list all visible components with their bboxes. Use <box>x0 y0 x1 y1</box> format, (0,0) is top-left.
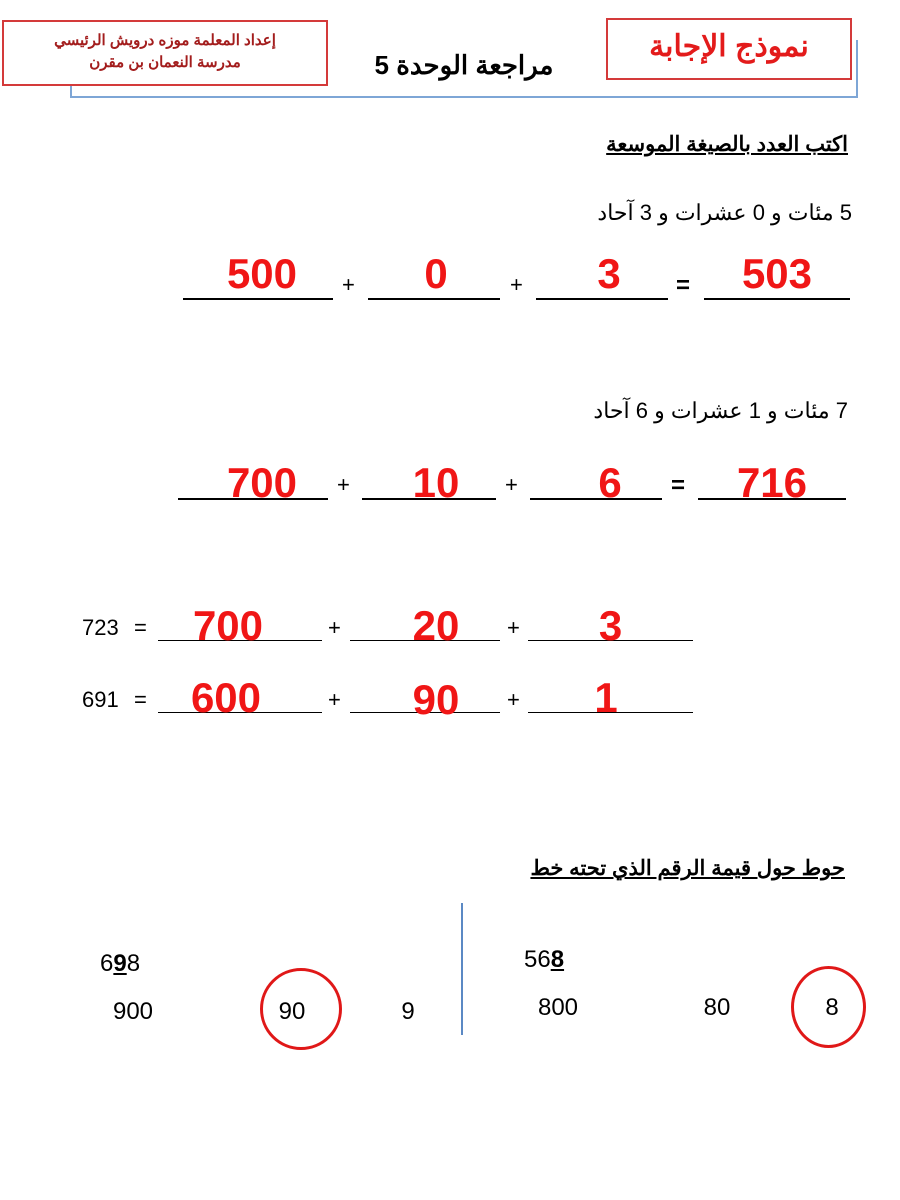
page-title: مراجعة الوحدة 5 <box>374 50 554 80</box>
number-with-underlined-digit: 568 <box>524 946 565 973</box>
underlined-digit: 8 <box>550 946 565 973</box>
underlined-digit: 9 <box>113 950 127 977</box>
school-name: مدرسة النعمان بن مقرن <box>89 54 241 71</box>
plus-sign: + <box>505 472 518 497</box>
answer-hundreds: 500 <box>226 250 298 297</box>
problem1-prompt: 5 مئات و 0 عشرات و 3 آحاد <box>597 200 852 225</box>
plus-sign: + <box>507 615 520 640</box>
option-value[interactable]: 800 <box>537 994 579 1021</box>
plus-sign: + <box>510 272 523 297</box>
problem4-number: 691 <box>82 687 119 712</box>
number-with-underlined-digit: 698 <box>100 950 141 977</box>
answer-ones: 1 <box>594 674 618 721</box>
equals-sign: = <box>671 472 686 499</box>
answer-key-label: نموذج الإجابة <box>606 18 852 80</box>
answer-ones: 3 <box>598 602 623 649</box>
teacher-name: إعداد المعلمة موزه درويش الرئيسي <box>54 32 276 49</box>
answer-total: 716 <box>736 459 808 506</box>
plus-sign: + <box>337 472 350 497</box>
answer-line <box>368 298 500 300</box>
plus-sign: + <box>507 687 520 712</box>
equals-sign: = <box>134 687 147 712</box>
equals-sign: = <box>676 272 691 299</box>
option-value[interactable]: 9 <box>401 998 415 1025</box>
plus-sign: + <box>342 272 355 297</box>
section-heading-expanded-form: اكتب العدد بالصيغة الموسعة <box>606 133 848 156</box>
answer-hundreds: 600 <box>190 674 262 721</box>
column-divider <box>461 903 463 1035</box>
section-heading-circle-value: حوط حول قيمة الرقم الذي تحته خط <box>530 857 845 880</box>
answer-tens: 90 <box>412 676 460 723</box>
answer-tens: 10 <box>412 459 460 506</box>
teacher-credit-box <box>2 20 328 86</box>
answer-line <box>536 298 668 300</box>
plus-sign: + <box>328 687 341 712</box>
plus-sign: + <box>328 615 341 640</box>
answer-hundreds: 700 <box>226 459 298 506</box>
answer-tens: 20 <box>412 602 460 649</box>
problem3-number: 723 <box>82 615 119 640</box>
option-value[interactable]: 900 <box>112 998 154 1025</box>
option-value[interactable]: 90 <box>278 998 306 1025</box>
answer-hundreds: 700 <box>192 602 264 649</box>
answer-ones: 3 <box>597 250 621 297</box>
equals-sign: = <box>134 615 147 640</box>
answer-total: 503 <box>741 250 813 297</box>
option-value[interactable]: 8 <box>825 994 839 1021</box>
answer-line <box>704 298 850 300</box>
answer-ones: 6 <box>598 459 622 506</box>
answer-tens: 0 <box>424 250 448 297</box>
problem2-prompt: 7 مئات و 1 عشرات و 6 آحاد <box>593 398 848 423</box>
answer-line <box>183 298 333 300</box>
option-value[interactable]: 80 <box>703 994 731 1021</box>
